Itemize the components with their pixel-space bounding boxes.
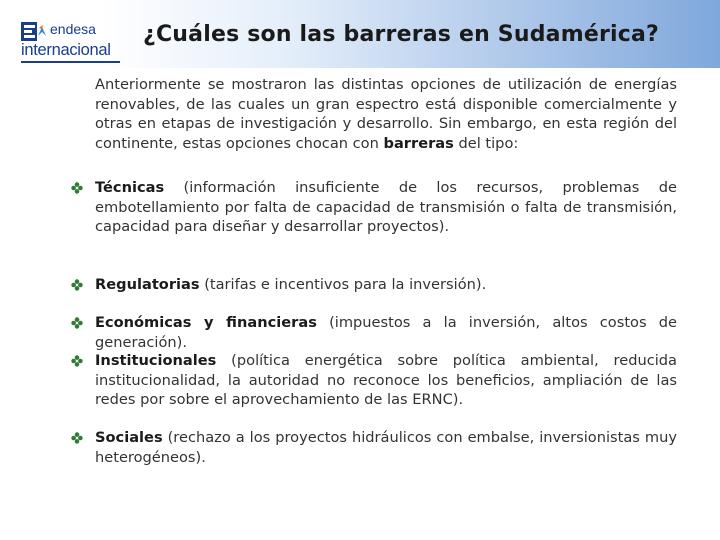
list-item-term: Institucionales	[95, 352, 217, 369]
logo-word-endesa: endesa	[50, 21, 96, 37]
list-item-term: Técnicas	[95, 179, 165, 196]
page-title: ¿Cuáles son las barreras en Sudamérica?	[143, 22, 659, 47]
logo-word-internacional: internacional	[21, 41, 111, 59]
logo-underline	[21, 61, 120, 63]
list-item-sociales	[95, 428, 677, 467]
endesa-e-mark-icon	[21, 22, 37, 41]
list-item-term: Regulatorias	[95, 276, 200, 293]
endesa-logo	[21, 21, 120, 63]
diamond-bullet-icon	[71, 279, 83, 291]
list-item-term: Económicas y financieras	[95, 314, 317, 331]
list-item-economicas	[95, 313, 677, 352]
intro-emphasis: barreras	[383, 134, 454, 152]
list-item-tecnicas	[95, 178, 677, 237]
list-item-regulatorias	[95, 275, 677, 295]
intro-text-after: del tipo:	[453, 134, 519, 152]
diamond-bullet-icon	[71, 355, 83, 367]
endesa-bird-icon	[37, 25, 47, 37]
list-item-text: (información insuficiente de los recursos, problemas de embotellamiento por falta de capacidad de transmisión o falta de transmisión, capacidad para diseñar y desarrollar proyectos).	[95, 179, 677, 236]
intro-paragraph	[95, 75, 677, 153]
intro-text-before: Anteriormente se mostraron las distintas opciones de utilización de energías renovables, de las cuales un gran espectro está disponible comercialmente y otras en etapas de investigación y desarrollo. Sin embargo, en esta región del continente, estas opciones chocan con	[95, 76, 677, 152]
list-item-text: (política energética sobre política ambiental, reducida institucionalidad, la autoridad no reconoce los beneficios, ampliación de las redes por sobre el aprovechamiento de las ERNC).	[95, 352, 677, 409]
list-item-institucionales	[95, 351, 677, 410]
diamond-bullet-icon	[71, 182, 83, 194]
list-item-text: (impuestos a la inversión, altos costos de generación).	[95, 314, 677, 351]
list-item-text: (rechazo a los proyectos hidráulicos con embalse, inversionistas muy heterogéneos).	[95, 429, 677, 466]
diamond-bullet-icon	[71, 317, 83, 329]
list-item-term: Sociales	[95, 429, 163, 446]
list-item-text: (tarifas e incentivos para la inversión).	[199, 276, 487, 293]
diamond-bullet-icon	[71, 432, 83, 444]
